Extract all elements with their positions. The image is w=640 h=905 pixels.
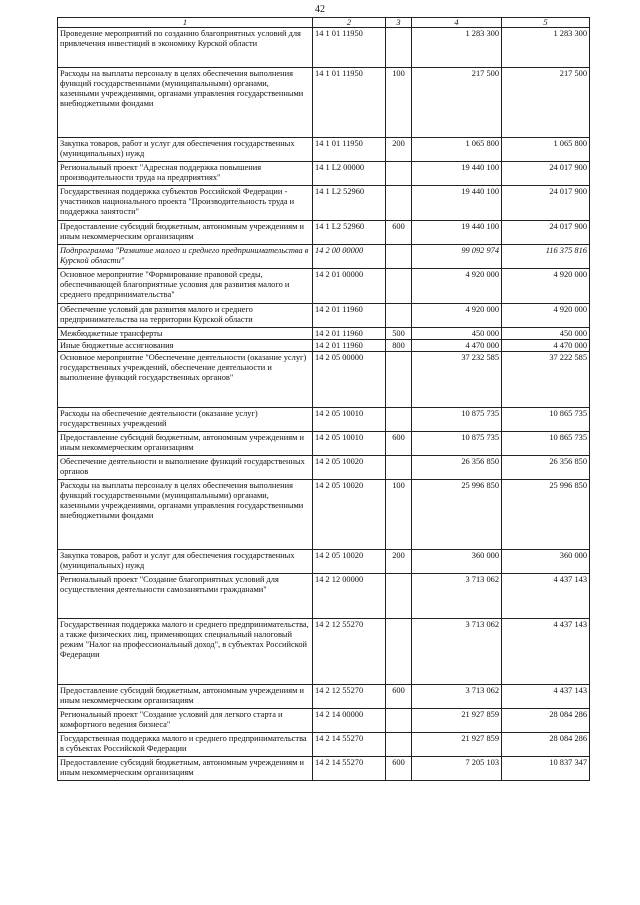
table-row [58,245,590,269]
table-row [58,328,590,340]
row-value-year-1: 19 440 100 [412,186,502,221]
row-value-year-2: 4 470 000 [502,340,590,352]
column-header-2: 2 [313,18,386,28]
row-value-year-2: 4 437 143 [502,619,590,685]
row-code: 14 2 05 10010 [313,408,386,432]
row-code: 14 2 12 55270 [313,619,386,685]
row-value-year-2: 26 356 850 [502,456,590,480]
row-expense-type [386,408,412,432]
row-code: 14 1 L2 52960 [313,186,386,221]
row-code: 14 2 12 00000 [313,574,386,619]
row-value-year-2: 37 222 585 [502,352,590,408]
column-header-1: 1 [58,18,313,28]
row-name: Подпрограмма "Развитие малого и среднего предпринимательства в Курской области" [58,245,313,269]
table-row [58,432,590,456]
row-code: 14 2 14 55270 [313,757,386,781]
table-row [58,269,590,304]
row-value-year-1: 10 875 735 [412,408,502,432]
row-code: 14 2 12 55270 [313,685,386,709]
row-name: Расходы на выплаты персоналу в целях обеспечения выполнения функций государственными (муниципальными) органами, казенными учреждениями, органами управления государственными внебюджетными фондами [58,68,313,138]
row-name: Предоставление субсидий бюджетным, автономным учреждениям и иным некоммерческим организациям [58,685,313,709]
row-code: 14 2 14 55270 [313,733,386,757]
row-expense-type: 600 [386,685,412,709]
row-value-year-1: 4 470 000 [412,340,502,352]
row-expense-type: 600 [386,432,412,456]
row-expense-type [386,733,412,757]
row-value-year-2: 450 000 [502,328,590,340]
row-name: Государственная поддержка малого и среднего предпринимательства в субъектах Российской Федерации [58,733,313,757]
row-code: 14 2 01 11960 [313,304,386,328]
row-name: Иные бюджетные ассигнования [58,340,313,352]
row-code: 14 1 01 11950 [313,138,386,162]
row-expense-type [386,456,412,480]
row-value-year-1: 3 713 062 [412,685,502,709]
row-name: Региональный проект "Создание условий для легкого старта и комфортного ведения бизнеса" [58,709,313,733]
row-name: Обеспечение условий для развития малого и среднего предпринимательства на территории Курской области [58,304,313,328]
row-expense-type: 200 [386,138,412,162]
row-code: 14 2 05 10020 [313,456,386,480]
row-code: 14 2 01 11960 [313,340,386,352]
row-value-year-2: 24 017 900 [502,221,590,245]
row-value-year-2: 24 017 900 [502,162,590,186]
row-expense-type: 500 [386,328,412,340]
budget-table [57,17,590,781]
table-row [58,550,590,574]
row-expense-type [386,709,412,733]
table-row [58,685,590,709]
row-value-year-1: 19 440 100 [412,221,502,245]
row-value-year-2: 10 837 347 [502,757,590,781]
row-value-year-1: 25 996 850 [412,480,502,550]
row-value-year-1: 7 205 103 [412,757,502,781]
table-row [58,733,590,757]
row-name: Региональный проект "Адресная поддержка повышения производительности труда на предприятиях" [58,162,313,186]
row-expense-type: 100 [386,480,412,550]
row-name: Обеспечение деятельности и выполнение функций государственных органов [58,456,313,480]
row-value-year-2: 24 017 900 [502,186,590,221]
row-value-year-2: 360 000 [502,550,590,574]
table-row [58,340,590,352]
row-code: 14 2 05 10020 [313,480,386,550]
row-expense-type [386,245,412,269]
row-code: 14 2 01 11960 [313,328,386,340]
row-value-year-1: 1 283 300 [412,28,502,68]
row-value-year-2: 28 084 286 [502,709,590,733]
row-value-year-1: 37 232 585 [412,352,502,408]
row-expense-type [386,352,412,408]
table-row [58,757,590,781]
table-row [58,619,590,685]
row-value-year-1: 26 356 850 [412,456,502,480]
table-row [58,352,590,408]
row-code: 14 2 01 00000 [313,269,386,304]
table-row [58,138,590,162]
row-value-year-2: 217 500 [502,68,590,138]
row-value-year-2: 4 437 143 [502,685,590,709]
row-name: Основное мероприятие "Обеспечение деятельности (оказание услуг) государственных учреждений, обеспечение деятельности и выполнение функций государственных органов" [58,352,313,408]
row-expense-type [386,574,412,619]
row-value-year-2: 10 865 735 [502,408,590,432]
page-number: 42 [315,4,325,15]
row-code: 14 2 05 10010 [313,432,386,456]
row-name: Расходы на обеспечение деятельности (оказание услуг) государственных учреждений [58,408,313,432]
table-row [58,574,590,619]
row-expense-type: 800 [386,340,412,352]
row-expense-type [386,269,412,304]
table-row [58,221,590,245]
column-header-3: 3 [386,18,412,28]
row-name: Региональный проект "Создание благоприятных условий для осуществления деятельности самозанятыми гражданами" [58,574,313,619]
row-expense-type [386,304,412,328]
row-value-year-1: 217 500 [412,68,502,138]
row-code: 14 1 L2 00000 [313,162,386,186]
table-row [58,480,590,550]
row-value-year-1: 4 920 000 [412,304,502,328]
row-value-year-1: 4 920 000 [412,269,502,304]
row-expense-type [386,162,412,186]
row-code: 14 2 00 00000 [313,245,386,269]
row-code: 14 2 14 00000 [313,709,386,733]
row-expense-type: 100 [386,68,412,138]
row-value-year-2: 1 065 800 [502,138,590,162]
column-header-4: 4 [412,18,502,28]
row-code: 14 2 05 00000 [313,352,386,408]
row-value-year-1: 21 927 859 [412,733,502,757]
row-value-year-1: 450 000 [412,328,502,340]
row-name: Предоставление субсидий бюджетным, автономным учреждениям и иным некоммерческим организациям [58,432,313,456]
row-value-year-1: 3 713 062 [412,619,502,685]
row-value-year-1: 1 065 800 [412,138,502,162]
row-value-year-1: 99 092 974 [412,245,502,269]
table-row [58,408,590,432]
row-value-year-2: 116 375 816 [502,245,590,269]
row-value-year-2: 4 920 000 [502,304,590,328]
row-name: Государственная поддержка субъектов Российской Федерации - участников национального проекта "Производительность труда и поддержка занятости" [58,186,313,221]
table-header-row [58,18,590,28]
row-value-year-2: 28 084 286 [502,733,590,757]
row-expense-type: 600 [386,757,412,781]
row-name: Государственная поддержка малого и среднего предпринимательства, а также физических лиц, применяющих специальный налоговый режим "Налог на профессиональный доход", в субъектах Российской Федерации [58,619,313,685]
row-name: Закупка товаров, работ и услуг для обеспечения государственных (муниципальных) нужд [58,138,313,162]
row-name: Закупка товаров, работ и услуг для обеспечения государственных (муниципальных) нужд [58,550,313,574]
row-name: Предоставление субсидий бюджетным, автономным учреждениям и иным некоммерческим организациям [58,757,313,781]
row-value-year-2: 4 437 143 [502,574,590,619]
table-row [58,456,590,480]
row-value-year-1: 3 713 062 [412,574,502,619]
row-value-year-1: 360 000 [412,550,502,574]
row-value-year-2: 10 865 735 [502,432,590,456]
row-name: Межбюджетные трансферты [58,328,313,340]
row-name: Проведение мероприятий по созданию благоприятных условий для привлечения инвестиций в экономику Курской области [58,28,313,68]
table-row [58,186,590,221]
row-name: Предоставление субсидий бюджетным, автономным учреждениям и иным некоммерческим организациям [58,221,313,245]
table-row [58,68,590,138]
row-expense-type: 600 [386,221,412,245]
row-name: Основное мероприятие "Формирование правовой среды, обеспечивающей благоприятные условия для развития малого и среднего предпринимательства" [58,269,313,304]
table-row [58,162,590,186]
row-expense-type [386,619,412,685]
row-code: 14 2 05 10020 [313,550,386,574]
table-row [58,28,590,68]
table-row [58,709,590,733]
row-expense-type: 200 [386,550,412,574]
column-header-5: 5 [502,18,590,28]
row-expense-type [386,28,412,68]
row-code: 14 1 01 11950 [313,28,386,68]
row-value-year-2: 25 996 850 [502,480,590,550]
row-value-year-1: 19 440 100 [412,162,502,186]
row-code: 14 1 L2 52960 [313,221,386,245]
row-code: 14 1 01 11950 [313,68,386,138]
row-value-year-2: 4 920 000 [502,269,590,304]
row-name: Расходы на выплаты персоналу в целях обеспечения выполнения функций государственными (муниципальными) органами, казенными учреждениями, органами управления государственными внебюджетными фондами [58,480,313,550]
table-row [58,304,590,328]
row-value-year-2: 1 283 300 [502,28,590,68]
row-expense-type [386,186,412,221]
row-value-year-1: 21 927 859 [412,709,502,733]
row-value-year-1: 10 875 735 [412,432,502,456]
